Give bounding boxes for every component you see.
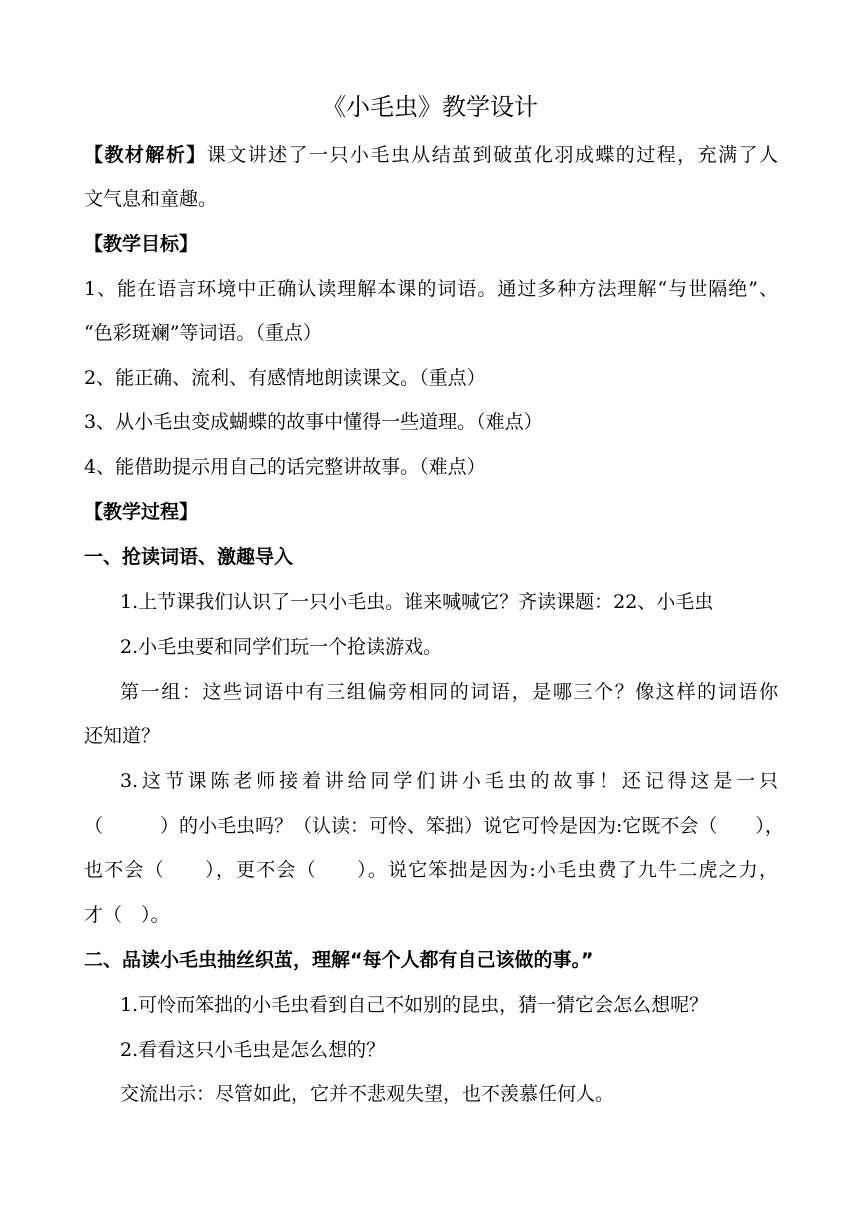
- section1-line: 3.这节课陈老师接着讲给同学们讲小毛虫的故事！还记得这是一只: [120, 770, 778, 792]
- section1-line: 1.上节课我们认识了一只小毛虫。谁来喊喊它？齐读课题：22、小毛虫: [120, 591, 714, 613]
- section1-line: 才（ ）。: [84, 904, 170, 926]
- goal-item: 3、从小毛虫变成蝴蝶的故事中懂得一些道理。（难点）: [84, 411, 543, 433]
- section2-line: 交流出示：尽管如此，它并不悲观失望，也不羡慕任何人。: [120, 1083, 615, 1105]
- section1-line: 2.小毛虫要和同学们玩一个抢读游戏。: [120, 636, 443, 658]
- section2-line: 2.看看这只小毛虫是怎么想的？: [120, 1039, 386, 1061]
- analysis-text-1: 课文讲述了一只小毛虫从结茧到破茧化羽成蝶的过程，充满了人: [206, 144, 778, 166]
- goal-item: 4、能借助提示用自己的话完整讲故事。（难点）: [84, 456, 486, 478]
- section1-line: 第一组：这些词语中有三组偏旁相同的词语，是哪三个？像这样的词语你: [120, 681, 778, 703]
- analysis-label: 【教材解析】: [84, 144, 207, 166]
- goal-item: “色彩斑斓”等词语。（重点）: [84, 322, 322, 344]
- section1-line: （ ）的小毛虫吗？（认读：可怜、笨拙）说它可怜是因为:它既不会（ ），: [84, 815, 784, 837]
- section2-heading: 二、品读小毛虫抽丝织茧，理解“每个人都有自己该做的事。”: [84, 949, 594, 971]
- analysis-line-1: [84, 143, 778, 167]
- process-heading: 【教学过程】: [84, 501, 199, 523]
- goal-item: 2、能正确、流利、有感情地朗读课文。（重点）: [84, 367, 486, 389]
- section1-line: 还知道？: [84, 725, 161, 747]
- section1-heading: 一、抢读词语、激趣导入: [84, 546, 294, 568]
- goals-heading: 【教学目标】: [84, 233, 199, 255]
- section2-line: 1.可怜而笨拙的小毛虫看到自己不如别的昆虫，猜一猜它会怎么想呢？: [120, 994, 709, 1016]
- section1-line: 也不会（ ），更不会（ ）。说它笨拙是因为:小毛虫费了九牛二虎之力，: [84, 859, 778, 881]
- goal-item: 1、能在语言环境中正确认读理解本课的词语。通过多种方法理解“与世隔绝”、: [84, 278, 778, 300]
- analysis-line-2: 文气息和童趣。: [84, 188, 218, 210]
- document-title: 《小毛虫》教学设计: [322, 93, 538, 121]
